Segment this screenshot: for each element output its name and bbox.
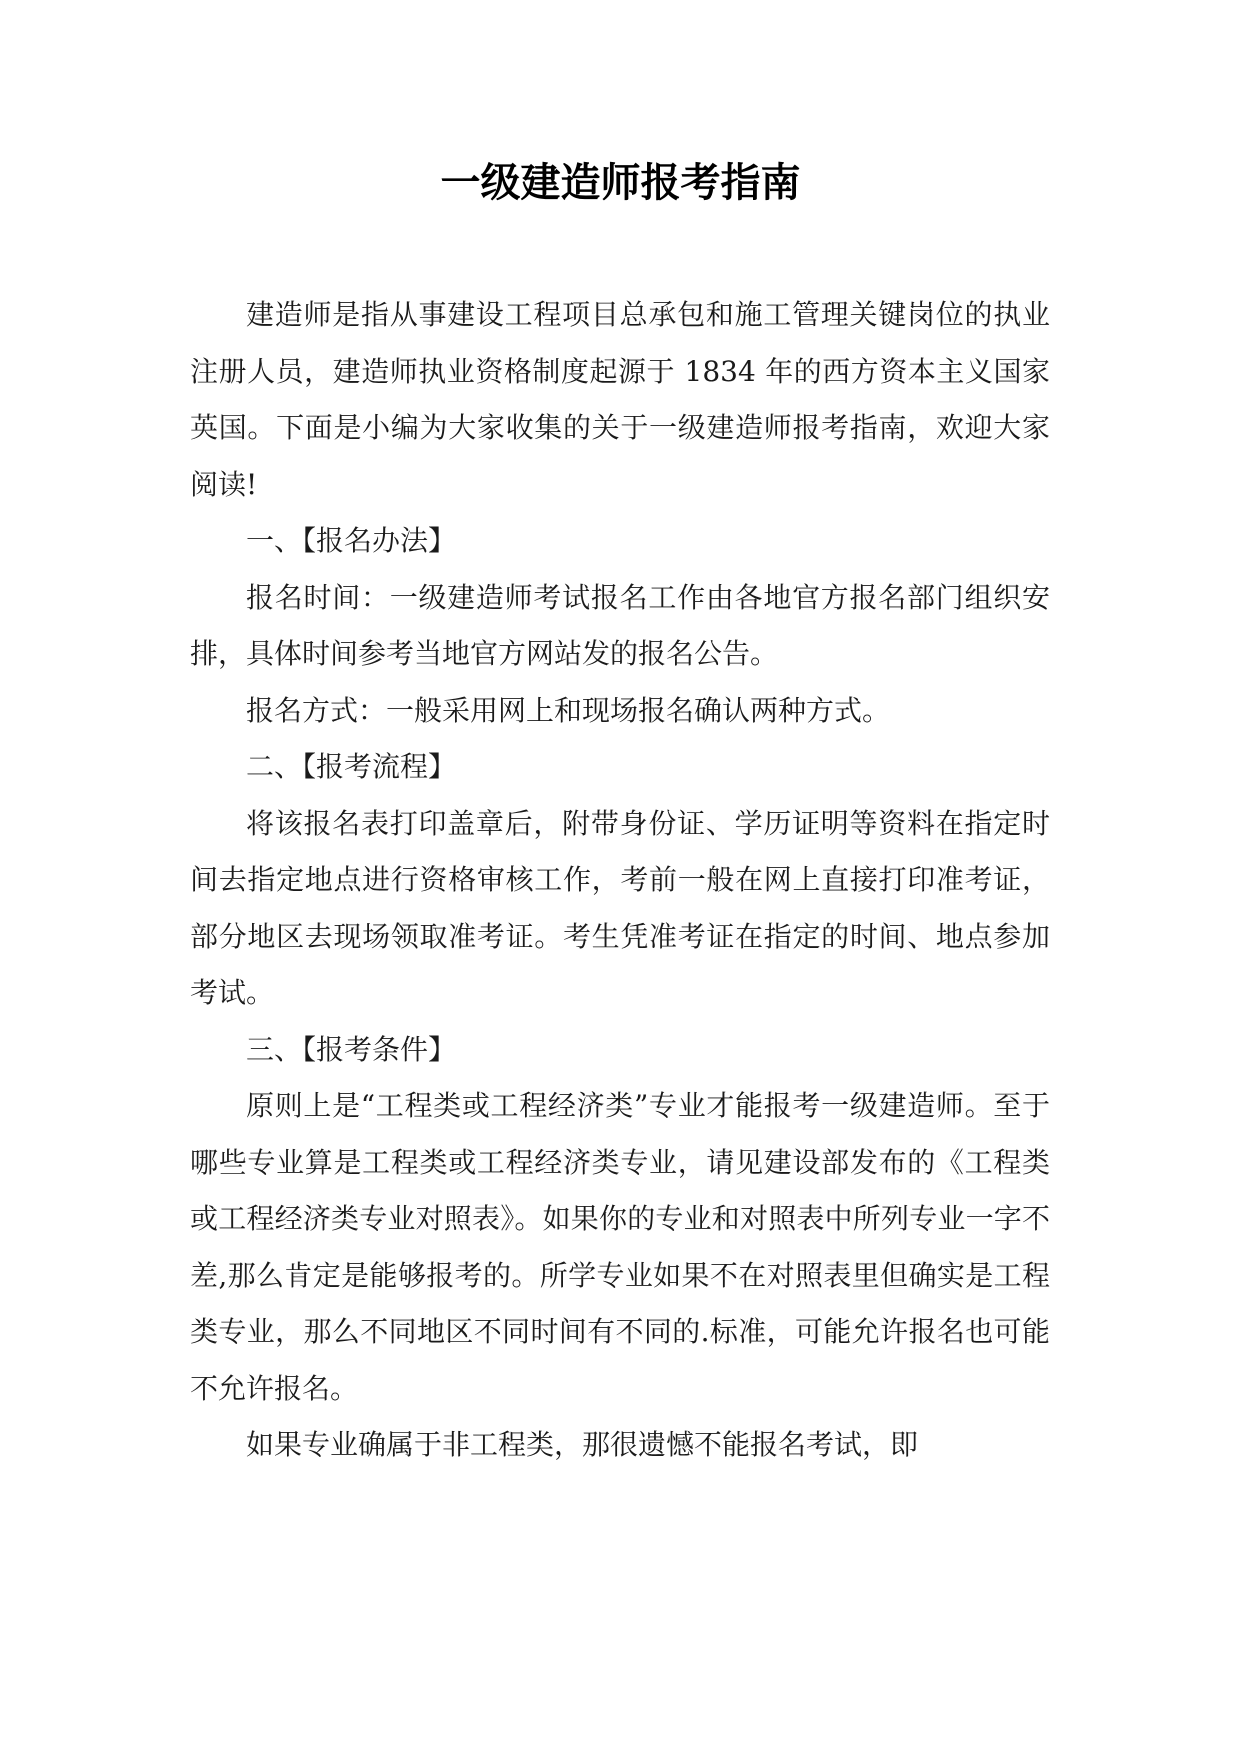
registration-time-paragraph: 报名时间：一级建造师考试报名工作由各地官方报名部门组织安排，具体时间参考当地官方网站发的报名公告。 [190, 580, 1050, 670]
section-heading-eligibility: 三、【报考条件】 [246, 1032, 457, 1066]
eligibility-paragraph: 原则上是“工程类或工程经济类”专业才能报考一级建造师。至于哪些专业算是工程类或工程经济类专业，请见建设部发布的《工程类或工程经济类专业对照表》。如果你的专业和对照表中所列专业一字不差,那么肯定是能够报考的。所学专业如果不在对照表里但确实是工程类专业，那么不同地区不同时间有不同的.标准，可能允许报名也可能不允许报名。 [190, 1089, 1050, 1405]
non-engineering-paragraph: 如果专业确属于非工程类，那很遗憾不能报名考试，即 [246, 1428, 919, 1461]
document-title: 一级建造师报考指南 [440, 160, 801, 206]
document-body [190, 287, 1050, 1474]
section-heading-application-process: 二、【报考流程】 [246, 750, 457, 783]
process-paragraph: 将该报名表打印盖章后，附带身份证、学历证明等资料在指定时间去指定地点进行资格审核工作，考前一般在网上直接打印准考证，部分地区去现场领取准考证。考生凭准考证在指定的时间、地点参加考试。 [190, 806, 1050, 1009]
intro-paragraph: 建造师是指从事建设工程项目总承包和施工管理关键岗位的执业注册人员，建造师执业资格制度起源于 1834 年的西方资本主义国家英国。下面是小编为大家收集的关于一级建造师报考指南，欢迎大家阅读! [190, 298, 1050, 501]
registration-mode-paragraph: 报名方式：一般采用网上和现场报名确认两种方式。 [246, 693, 891, 727]
section-heading-registration-method: 一、【报名办法】 [246, 524, 457, 557]
